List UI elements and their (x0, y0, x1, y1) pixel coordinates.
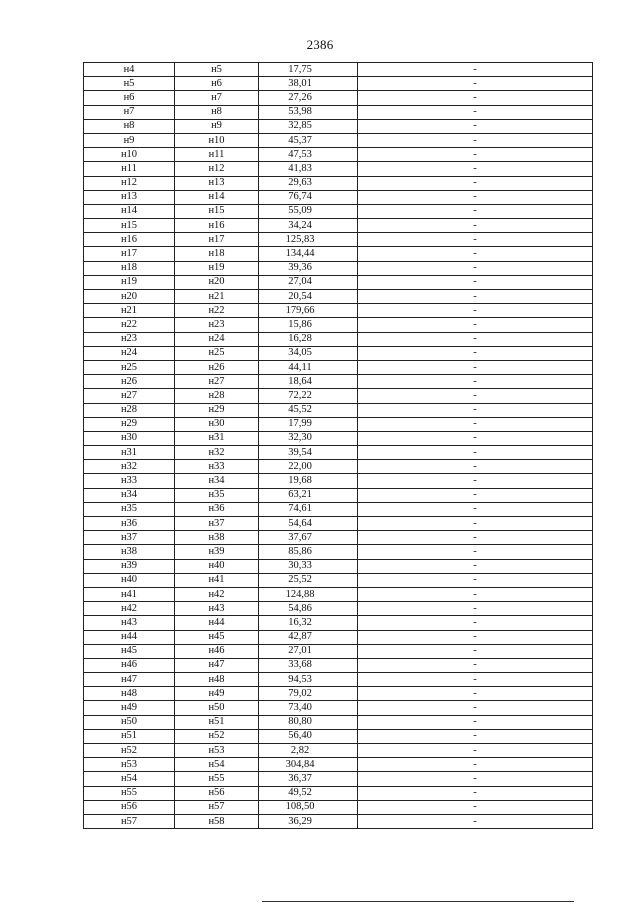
to-point-cell: н36 (175, 502, 259, 516)
note-cell: - (358, 233, 593, 247)
to-point-cell: н53 (175, 744, 259, 758)
to-point-cell: н58 (175, 814, 259, 828)
to-point-cell: н11 (175, 148, 259, 162)
note-cell: - (358, 630, 593, 644)
from-point-cell: н14 (84, 204, 175, 218)
from-point-cell: н43 (84, 616, 175, 630)
from-point-cell: н52 (84, 744, 175, 758)
table-row (84, 148, 593, 162)
length-cell: 34,24 (259, 219, 358, 233)
table-row (84, 77, 593, 91)
length-cell: 15,86 (259, 318, 358, 332)
note-cell: - (358, 148, 593, 162)
to-point-cell: н20 (175, 275, 259, 289)
note-cell: - (358, 800, 593, 814)
note-cell: - (358, 133, 593, 147)
length-cell: 25,52 (259, 573, 358, 587)
to-point-cell: н43 (175, 602, 259, 616)
from-point-cell: н28 (84, 403, 175, 417)
from-point-cell: н39 (84, 559, 175, 573)
from-point-cell: н19 (84, 275, 175, 289)
to-point-cell: н22 (175, 304, 259, 318)
length-cell: 108,50 (259, 800, 358, 814)
to-point-cell: н38 (175, 531, 259, 545)
table-row (84, 729, 593, 743)
length-cell: 72,22 (259, 389, 358, 403)
length-cell: 56,40 (259, 729, 358, 743)
note-cell: - (358, 715, 593, 729)
length-cell: 41,83 (259, 162, 358, 176)
page-number: 2386 (306, 37, 334, 52)
table-row (84, 715, 593, 729)
to-point-cell: н32 (175, 446, 259, 460)
note-cell: - (358, 531, 593, 545)
note-cell: - (358, 573, 593, 587)
note-cell: - (358, 460, 593, 474)
to-point-cell: н17 (175, 233, 259, 247)
length-cell: 39,36 (259, 261, 358, 275)
length-cell: 17,99 (259, 417, 358, 431)
length-cell: 54,86 (259, 602, 358, 616)
from-point-cell: н17 (84, 247, 175, 261)
length-cell: 37,67 (259, 531, 358, 545)
table-row (84, 389, 593, 403)
from-point-cell: н51 (84, 729, 175, 743)
length-cell: 36,29 (259, 814, 358, 828)
note-cell: - (358, 545, 593, 559)
from-point-cell: н18 (84, 261, 175, 275)
from-point-cell: н54 (84, 772, 175, 786)
note-cell: - (358, 814, 593, 828)
to-point-cell: н51 (175, 715, 259, 729)
length-cell: 134,44 (259, 247, 358, 261)
from-point-cell: н22 (84, 318, 175, 332)
to-point-cell: н7 (175, 91, 259, 105)
to-point-cell: н25 (175, 346, 259, 360)
length-cell: 85,86 (259, 545, 358, 559)
table-row (84, 261, 593, 275)
table-row (84, 176, 593, 190)
note-cell: - (358, 162, 593, 176)
from-point-cell: н25 (84, 360, 175, 374)
to-point-cell: н57 (175, 800, 259, 814)
table-row (84, 673, 593, 687)
table-row (84, 275, 593, 289)
to-point-cell: н52 (175, 729, 259, 743)
length-cell: 2,82 (259, 744, 358, 758)
to-point-cell: н45 (175, 630, 259, 644)
from-point-cell: н9 (84, 133, 175, 147)
table-row (84, 91, 593, 105)
table-row (84, 63, 593, 77)
length-cell: 38,01 (259, 77, 358, 91)
table-row (84, 318, 593, 332)
table-row (84, 630, 593, 644)
length-cell: 32,85 (259, 119, 358, 133)
length-cell: 29,63 (259, 176, 358, 190)
length-cell: 16,28 (259, 332, 358, 346)
note-cell: - (358, 431, 593, 445)
to-point-cell: н10 (175, 133, 259, 147)
table-row (84, 431, 593, 445)
table-row (84, 573, 593, 587)
table-row (84, 247, 593, 261)
note-cell: - (358, 290, 593, 304)
length-cell: 27,04 (259, 275, 358, 289)
to-point-cell: н26 (175, 360, 259, 374)
to-point-cell: н40 (175, 559, 259, 573)
table-row (84, 545, 593, 559)
table-body (84, 63, 593, 829)
from-point-cell: н53 (84, 758, 175, 772)
length-cell: 53,98 (259, 105, 358, 119)
note-cell: - (358, 587, 593, 601)
to-point-cell: н14 (175, 190, 259, 204)
from-point-cell: н10 (84, 148, 175, 162)
note-cell: - (358, 119, 593, 133)
length-cell: 45,52 (259, 403, 358, 417)
note-cell: - (358, 247, 593, 261)
from-point-cell: н50 (84, 715, 175, 729)
from-point-cell: н33 (84, 474, 175, 488)
note-cell: - (358, 673, 593, 687)
note-cell: - (358, 304, 593, 318)
to-point-cell: н33 (175, 460, 259, 474)
length-cell: 47,53 (259, 148, 358, 162)
note-cell: - (358, 559, 593, 573)
to-point-cell: н35 (175, 488, 259, 502)
from-point-cell: н57 (84, 814, 175, 828)
table-row (84, 204, 593, 218)
from-point-cell: н16 (84, 233, 175, 247)
length-cell: 63,21 (259, 488, 358, 502)
length-cell: 27,26 (259, 91, 358, 105)
length-cell: 22,00 (259, 460, 358, 474)
note-cell: - (358, 687, 593, 701)
note-cell: - (358, 701, 593, 715)
table-row (84, 644, 593, 658)
to-point-cell: н41 (175, 573, 259, 587)
to-point-cell: н13 (175, 176, 259, 190)
length-cell: 54,64 (259, 517, 358, 531)
table-row (84, 758, 593, 772)
table-row (84, 616, 593, 630)
to-point-cell: н31 (175, 431, 259, 445)
note-cell: - (358, 729, 593, 743)
to-point-cell: н24 (175, 332, 259, 346)
note-cell: - (358, 644, 593, 658)
note-cell: - (358, 758, 593, 772)
table-row (84, 105, 593, 119)
length-cell: 45,37 (259, 133, 358, 147)
length-cell: 94,53 (259, 673, 358, 687)
from-point-cell: н47 (84, 673, 175, 687)
from-point-cell: н44 (84, 630, 175, 644)
from-point-cell: н13 (84, 190, 175, 204)
to-point-cell: н9 (175, 119, 259, 133)
table-row (84, 417, 593, 431)
to-point-cell: н46 (175, 644, 259, 658)
to-point-cell: н27 (175, 375, 259, 389)
length-cell: 34,05 (259, 346, 358, 360)
to-point-cell: н21 (175, 290, 259, 304)
note-cell: - (358, 77, 593, 91)
table-row (84, 403, 593, 417)
note-cell: - (358, 744, 593, 758)
note-cell: - (358, 772, 593, 786)
length-cell: 33,68 (259, 658, 358, 672)
to-point-cell: н48 (175, 673, 259, 687)
length-cell: 304,84 (259, 758, 358, 772)
from-point-cell: н48 (84, 687, 175, 701)
table-row (84, 474, 593, 488)
from-point-cell: н29 (84, 417, 175, 431)
to-point-cell: н28 (175, 389, 259, 403)
length-cell: 32,30 (259, 431, 358, 445)
length-cell: 125,83 (259, 233, 358, 247)
from-point-cell: н5 (84, 77, 175, 91)
note-cell: - (358, 219, 593, 233)
from-point-cell: н32 (84, 460, 175, 474)
to-point-cell: н18 (175, 247, 259, 261)
note-cell: - (358, 261, 593, 275)
table-row (84, 658, 593, 672)
note-cell: - (358, 375, 593, 389)
note-cell: - (358, 63, 593, 77)
from-point-cell: н46 (84, 658, 175, 672)
note-cell: - (358, 602, 593, 616)
table-row (84, 602, 593, 616)
note-cell: - (358, 105, 593, 119)
note-cell: - (358, 318, 593, 332)
table-row (84, 701, 593, 715)
from-point-cell: н24 (84, 346, 175, 360)
table-row (84, 360, 593, 374)
length-cell: 18,64 (259, 375, 358, 389)
from-point-cell: н49 (84, 701, 175, 715)
length-cell: 16,32 (259, 616, 358, 630)
from-point-cell: н30 (84, 431, 175, 445)
table-row (84, 133, 593, 147)
from-point-cell: н45 (84, 644, 175, 658)
note-cell: - (358, 616, 593, 630)
to-point-cell: н19 (175, 261, 259, 275)
table-row (84, 814, 593, 828)
boundary-segments-table (83, 62, 593, 829)
note-cell: - (358, 204, 593, 218)
length-cell: 27,01 (259, 644, 358, 658)
note-cell: - (358, 446, 593, 460)
from-point-cell: н37 (84, 531, 175, 545)
to-point-cell: н34 (175, 474, 259, 488)
note-cell: - (358, 786, 593, 800)
length-cell: 42,87 (259, 630, 358, 644)
to-point-cell: н29 (175, 403, 259, 417)
from-point-cell: н23 (84, 332, 175, 346)
note-cell: - (358, 502, 593, 516)
table-row (84, 460, 593, 474)
table-row (84, 346, 593, 360)
length-cell: 39,54 (259, 446, 358, 460)
to-point-cell: н47 (175, 658, 259, 672)
table-row (84, 559, 593, 573)
note-cell: - (358, 403, 593, 417)
from-point-cell: н4 (84, 63, 175, 77)
table-row (84, 502, 593, 516)
table-row (84, 687, 593, 701)
note-cell: - (358, 346, 593, 360)
table-row (84, 332, 593, 346)
table-row (84, 786, 593, 800)
table-row (84, 772, 593, 786)
to-point-cell: н5 (175, 63, 259, 77)
table-row (84, 517, 593, 531)
table-row (84, 119, 593, 133)
length-cell: 179,66 (259, 304, 358, 318)
from-point-cell: н8 (84, 119, 175, 133)
length-cell: 19,68 (259, 474, 358, 488)
to-point-cell: н16 (175, 219, 259, 233)
table-row (84, 531, 593, 545)
from-point-cell: н35 (84, 502, 175, 516)
to-point-cell: н55 (175, 772, 259, 786)
to-point-cell: н30 (175, 417, 259, 431)
length-cell: 80,80 (259, 715, 358, 729)
table-row (84, 304, 593, 318)
note-cell: - (358, 389, 593, 403)
table-row (84, 290, 593, 304)
from-point-cell: н56 (84, 800, 175, 814)
note-cell: - (358, 658, 593, 672)
from-point-cell: н42 (84, 602, 175, 616)
note-cell: - (358, 275, 593, 289)
table-row (84, 219, 593, 233)
table-row (84, 587, 593, 601)
length-cell: 17,75 (259, 63, 358, 77)
note-cell: - (358, 332, 593, 346)
from-point-cell: н20 (84, 290, 175, 304)
length-cell: 20,54 (259, 290, 358, 304)
length-cell: 74,61 (259, 502, 358, 516)
table-row (84, 233, 593, 247)
table-row (84, 190, 593, 204)
note-cell: - (358, 517, 593, 531)
to-point-cell: н6 (175, 77, 259, 91)
length-cell: 79,02 (259, 687, 358, 701)
table-row (84, 488, 593, 502)
from-point-cell: н40 (84, 573, 175, 587)
table-row (84, 446, 593, 460)
length-cell: 73,40 (259, 701, 358, 715)
from-point-cell: н38 (84, 545, 175, 559)
to-point-cell: н37 (175, 517, 259, 531)
note-cell: - (358, 176, 593, 190)
from-point-cell: н7 (84, 105, 175, 119)
note-cell: - (358, 91, 593, 105)
length-cell: 30,33 (259, 559, 358, 573)
to-point-cell: н44 (175, 616, 259, 630)
length-cell: 76,74 (259, 190, 358, 204)
note-cell: - (358, 474, 593, 488)
note-cell: - (358, 488, 593, 502)
from-point-cell: н11 (84, 162, 175, 176)
from-point-cell: н31 (84, 446, 175, 460)
from-point-cell: н26 (84, 375, 175, 389)
table-row (84, 800, 593, 814)
to-point-cell: н23 (175, 318, 259, 332)
length-cell: 36,37 (259, 772, 358, 786)
from-point-cell: н27 (84, 389, 175, 403)
table-row (84, 162, 593, 176)
table-row (84, 744, 593, 758)
from-point-cell: н15 (84, 219, 175, 233)
length-cell: 124,88 (259, 587, 358, 601)
length-cell: 49,52 (259, 786, 358, 800)
note-cell: - (358, 360, 593, 374)
from-point-cell: н6 (84, 91, 175, 105)
from-point-cell: н55 (84, 786, 175, 800)
note-cell: - (358, 190, 593, 204)
from-point-cell: н34 (84, 488, 175, 502)
to-point-cell: н42 (175, 587, 259, 601)
note-cell: - (358, 417, 593, 431)
from-point-cell: н36 (84, 517, 175, 531)
to-point-cell: н12 (175, 162, 259, 176)
bottom-rule (262, 901, 574, 902)
to-point-cell: н49 (175, 687, 259, 701)
from-point-cell: н12 (84, 176, 175, 190)
from-point-cell: н41 (84, 587, 175, 601)
to-point-cell: н56 (175, 786, 259, 800)
from-point-cell: н21 (84, 304, 175, 318)
to-point-cell: н15 (175, 204, 259, 218)
to-point-cell: н8 (175, 105, 259, 119)
to-point-cell: н39 (175, 545, 259, 559)
to-point-cell: н50 (175, 701, 259, 715)
table-row (84, 375, 593, 389)
length-cell: 44,11 (259, 360, 358, 374)
to-point-cell: н54 (175, 758, 259, 772)
length-cell: 55,09 (259, 204, 358, 218)
